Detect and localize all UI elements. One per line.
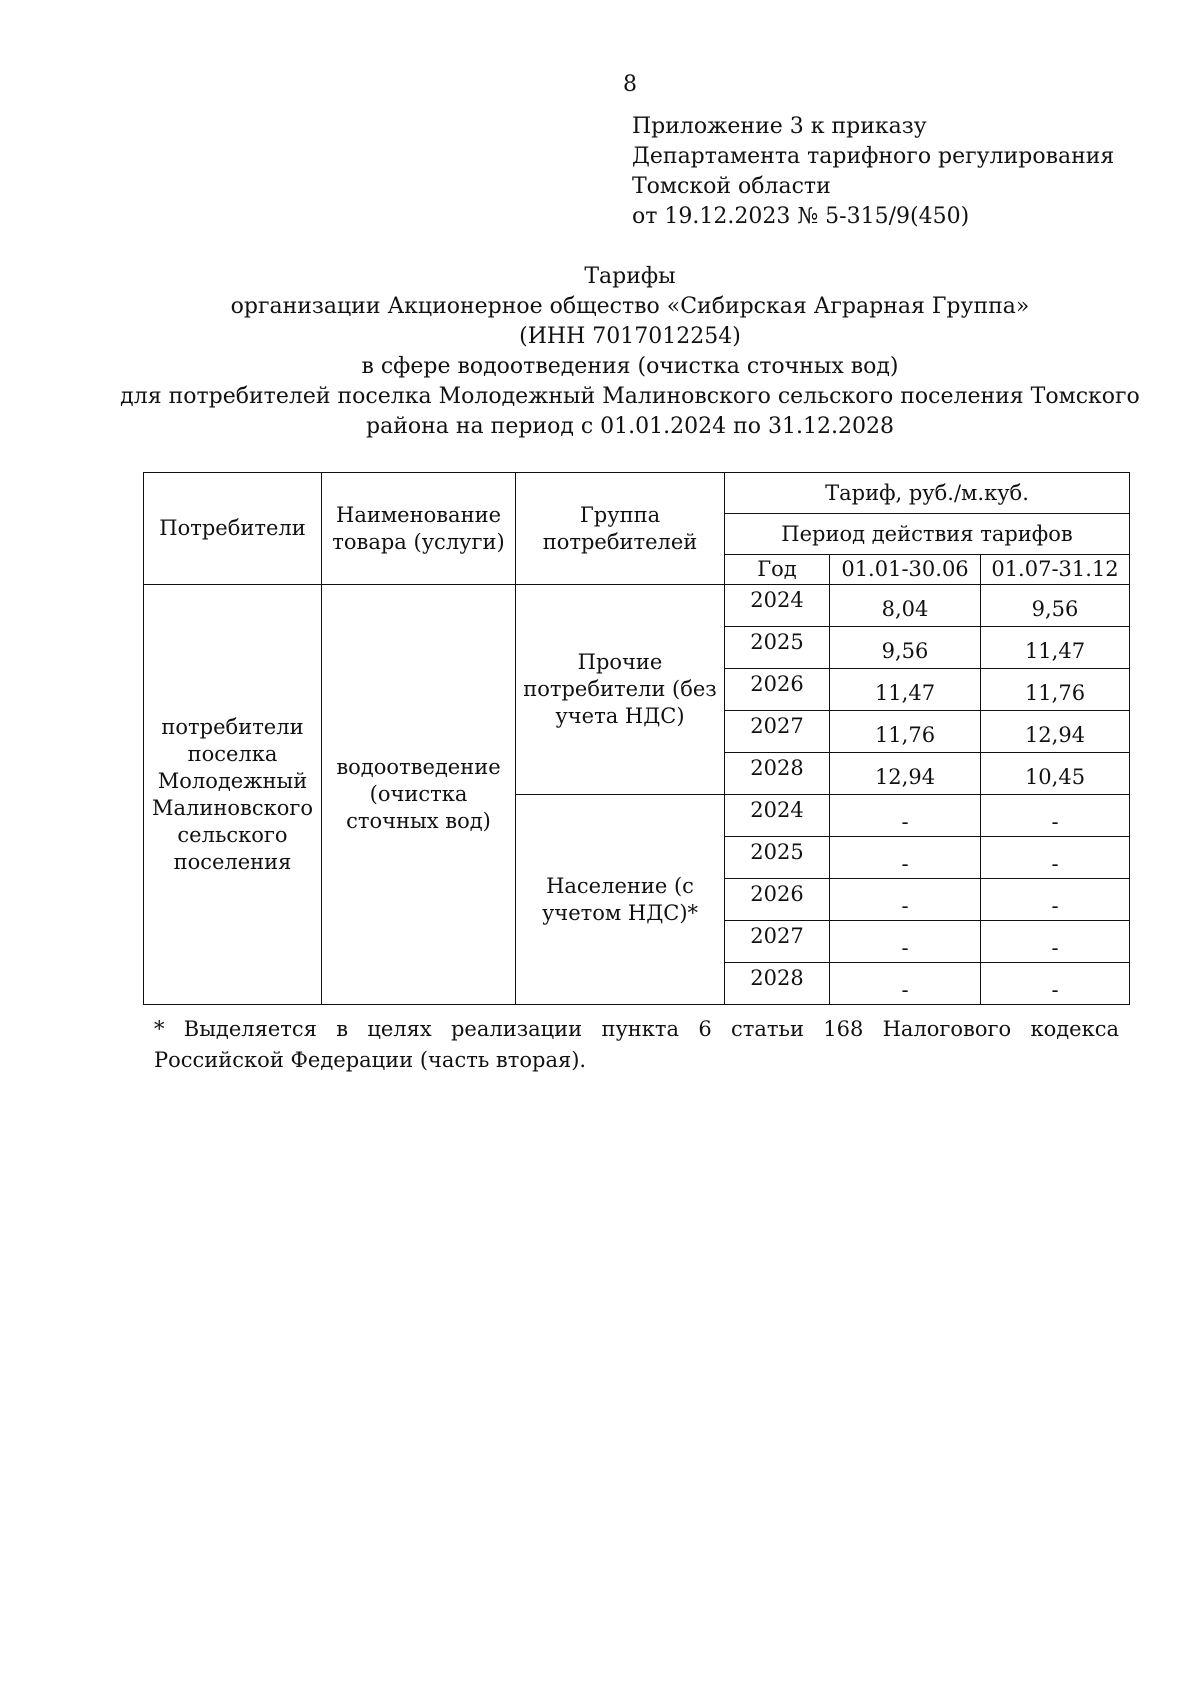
header-tariff: Тариф, руб./м.куб. <box>725 473 1130 514</box>
value-half1: - <box>830 963 981 1005</box>
header-product: Наименование товара (услуги) <box>322 473 516 585</box>
year-cell: 2026 <box>725 669 830 711</box>
value-half2: - <box>981 921 1130 963</box>
value-half1: 9,56 <box>830 627 981 669</box>
year-cell: 2025 <box>725 837 830 879</box>
product-cell: водоотведение (очистка сточных вод) <box>322 585 516 1005</box>
year-cell: 2027 <box>725 711 830 753</box>
value-half1: 12,94 <box>830 753 981 795</box>
appendix-reference <box>632 112 1114 232</box>
header-half2: 01.07-31.12 <box>981 555 1130 585</box>
year-cell: 2027 <box>725 921 830 963</box>
header-period: Период действия тарифов <box>725 514 1130 555</box>
value-half1: - <box>830 837 981 879</box>
value-half2: 12,94 <box>981 711 1130 753</box>
title-line: организации Акционерное общество «Сибирская Аграрная Группа» <box>230 294 1030 319</box>
group-name: Население (с учетом НДС)* <box>516 795 725 1005</box>
header-half1: 01.01-30.06 <box>830 555 981 585</box>
value-half2: 11,76 <box>981 669 1130 711</box>
year-cell: 2028 <box>725 963 830 1005</box>
value-half2: 9,56 <box>981 585 1130 627</box>
table-row <box>144 585 1130 627</box>
document-title <box>120 262 1140 442</box>
value-half2: - <box>981 879 1130 921</box>
appendix-line: Департамента тарифного регулирования <box>632 144 1115 169</box>
value-half2: 10,45 <box>981 753 1130 795</box>
value-half1: 8,04 <box>830 585 981 627</box>
year-cell: 2024 <box>725 585 830 627</box>
value-half1: - <box>830 879 981 921</box>
tariff-table <box>143 472 1130 1005</box>
year-cell: 2024 <box>725 795 830 837</box>
value-half2: - <box>981 963 1130 1005</box>
year-cell: 2026 <box>725 879 830 921</box>
consumers-cell: потребители поселка Молодежный Малиновского сельского поселения <box>144 585 322 1005</box>
value-half1: - <box>830 795 981 837</box>
appendix-line: от 19.12.2023 № 5-315/9(450) <box>632 204 970 229</box>
group-name: Прочие потребители (без учета НДС) <box>516 585 725 795</box>
value-half2: - <box>981 795 1130 837</box>
header-year: Год <box>725 555 830 585</box>
header-group: Группа потребителей <box>516 473 725 585</box>
title-line: Тарифы <box>584 264 676 289</box>
footnote: * Выделяется в целях реализации пункта 6 статьи 168 Налогового кодекса Российской Федерации (часть вторая). <box>154 1017 1119 1072</box>
year-cell: 2025 <box>725 627 830 669</box>
appendix-line: Томской области <box>632 174 831 199</box>
value-half1: 11,47 <box>830 669 981 711</box>
value-half2: - <box>981 837 1130 879</box>
value-half1: 11,76 <box>830 711 981 753</box>
page-number: 8 <box>623 72 637 97</box>
title-line: (ИНН 7017012254) <box>519 324 741 349</box>
title-line: района на период с 01.01.2024 по 31.12.2028 <box>366 414 894 439</box>
appendix-line: Приложение 3 к приказу <box>632 114 927 139</box>
header-consumers: Потребители <box>144 473 322 585</box>
title-line: в сфере водоотведения (очистка сточных вод) <box>361 354 899 379</box>
value-half2: 11,47 <box>981 627 1130 669</box>
value-half1: - <box>830 921 981 963</box>
title-line: для потребителей поселка Молодежный Малиновского сельского поселения Томского <box>120 384 1140 409</box>
year-cell: 2028 <box>725 753 830 795</box>
